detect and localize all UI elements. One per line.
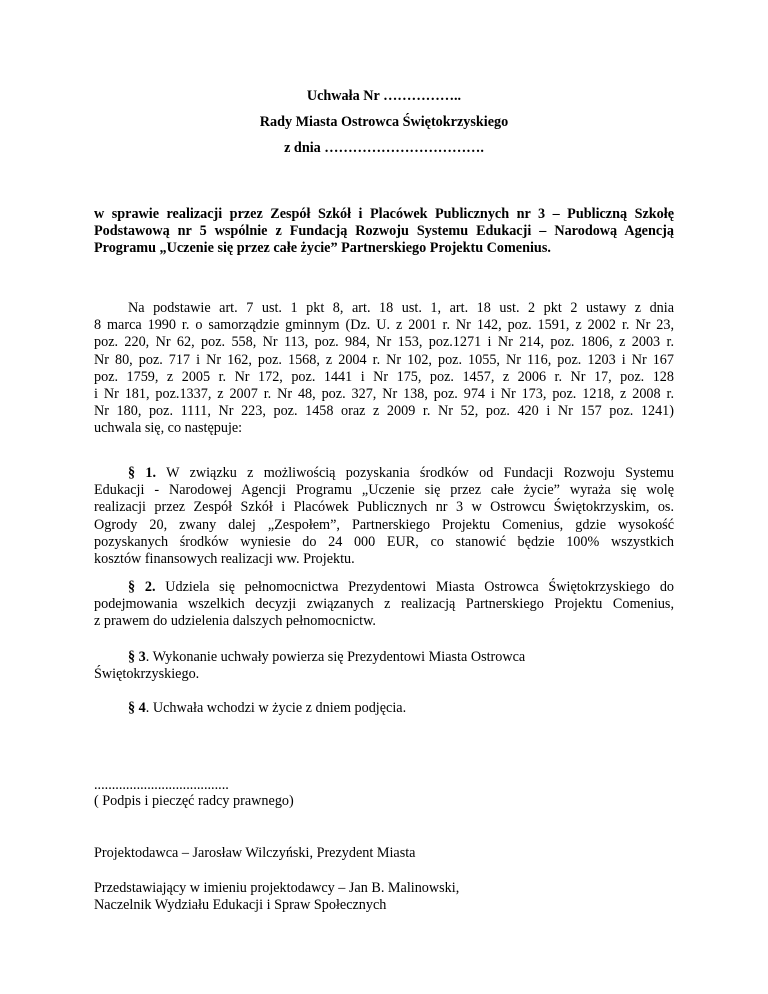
section-1-line: pozyskanych środków wyniesie do 24 000 EUR, co stanowić będzie 100% wszystkich (94, 533, 674, 550)
legal-basis-line: 8 marca 1990 r. o samorządzie gminnym (Dz. U. z 2001 r. Nr 142, poz. 1591, z 2002 r. Nr 23, (94, 317, 674, 334)
section-1-line: kosztów finansowych realizacji ww. Projektu. (94, 551, 355, 568)
presenter-line: Naczelnik Wydziału Edukacji i Spraw Społecznych (94, 897, 387, 914)
section-3-text: . Wykonanie uchwały powierza się Prezydentowi Miasta Ostrowca (145, 649, 526, 665)
section-4-number: § 4 (128, 700, 146, 716)
section-2-line (94, 579, 674, 596)
section-2-line: z prawem do udzielenia dalszych pełnomocnictw. (94, 613, 376, 630)
subject-line: w sprawie realizacji przez Zespół Szkół i Placówek Publicznych nr 3 – Publiczną Szkołę (94, 206, 674, 222)
signature-caption: ( Podpis i pieczęć radcy prawnego) (94, 793, 294, 809)
resolution-date: z dnia ……………………………. (284, 140, 484, 156)
legal-basis-line: Nr 180, poz. 1111, Nr 223, poz. 1458 oraz z 2009 r. Nr 52, poz. 420 i Nr 157 poz. 1241) (94, 403, 674, 420)
resolution-subject (94, 206, 674, 258)
legal-basis-line: Nr 80, poz. 717 i Nr 162, poz. 1568, z 2004 r. Nr 102, poz. 1055, Nr 116, poz. 1203 i Nr 167 (94, 351, 674, 368)
section-1-line (94, 465, 674, 482)
legal-basis-paragraph (94, 300, 674, 438)
section-2 (94, 579, 674, 631)
legal-basis-line: poz. 220, Nr 62, poz. 558, Nr 113, poz. 984, Nr 153, poz.1271 i Nr 214, poz. 1806, z 2003 r. (94, 334, 674, 351)
presenter-block (94, 880, 674, 914)
resolution-title: Uchwała Nr …………….. (306, 88, 462, 104)
signature-dots: ...................................... (94, 777, 229, 793)
section-2-number: § 2. (128, 579, 156, 595)
section-1-line: realizacji przez Zespół Szkół i Placówek Publicznych nr 3 w Ostrowcu Świętokrzyskim, os. (94, 499, 674, 516)
section-3 (94, 649, 674, 683)
section-1-number: § 1. (128, 465, 157, 481)
section-1-line: Ogrody 20, zwany dalej „Zespołem”, Partnerskiego Projektu Comenius, gdzie wysokość (94, 516, 674, 533)
section-1-line: Edukacji - Narodowej Agencji Programu „Uczenie się przez całe życie” wyraża się wolę (94, 482, 674, 499)
section-2-text: Udziela się pełnomocnictwa Prezydentowi Miasta Ostrowca Świętokrzyskiego do (155, 579, 675, 595)
section-1 (94, 465, 674, 568)
section-3-number: § 3 (128, 649, 146, 665)
section-2-line: podejmowania wszelkich decyzji związanych z realizacją Partnerskiego Projektu Comenius, (94, 596, 674, 613)
legal-basis-line: uchwala się, co następuje: (94, 420, 243, 437)
legal-basis-line: Na podstawie art. 7 ust. 1 pkt 8, art. 18 ust. 1, art. 18 ust. 2 pkt 2 ustawy z dnia (128, 300, 674, 316)
section-4-text: . Uchwała wchodzi w życie z dniem podjęcia. (145, 700, 407, 716)
section-1-text: W związku z możliwością pozyskania środków od Fundacji Rozwoju Systemu (156, 465, 675, 481)
section-4 (94, 700, 674, 717)
section-4-line (94, 700, 674, 717)
section-3-line (94, 649, 674, 666)
subject-line: Programu „Uczenie się przez całe życie” Partnerskiego Projektu Comenius. (94, 240, 551, 257)
council-name: Rady Miasta Ostrowca Świętokrzyskiego (259, 114, 509, 130)
section-3-line: Świętokrzyskiego. (94, 666, 200, 683)
subject-line: Podstawową nr 5 wspólnie z Fundacją Rozwoju Systemu Edukacji – Narodową Agencją (94, 223, 674, 240)
presenter-line: Przedstawiający w imieniu projektodawcy – Jan B. Malinowski, (94, 880, 460, 896)
legal-basis-line: poz. 1759, z 2005 r. Nr 172, poz. 1441 i Nr 175, poz. 1457, z 2006 r. Nr 17, poz. 128 (94, 368, 674, 385)
legal-basis-line: i Nr 181, poz.1337, z 2007 r. Nr 48, poz. 327, Nr 138, poz. 974 i Nr 173, poz. 1218, z 2008 r. (94, 386, 674, 403)
author-line: Projektodawca – Jarosław Wilczyński, Prezydent Miasta (94, 845, 416, 861)
